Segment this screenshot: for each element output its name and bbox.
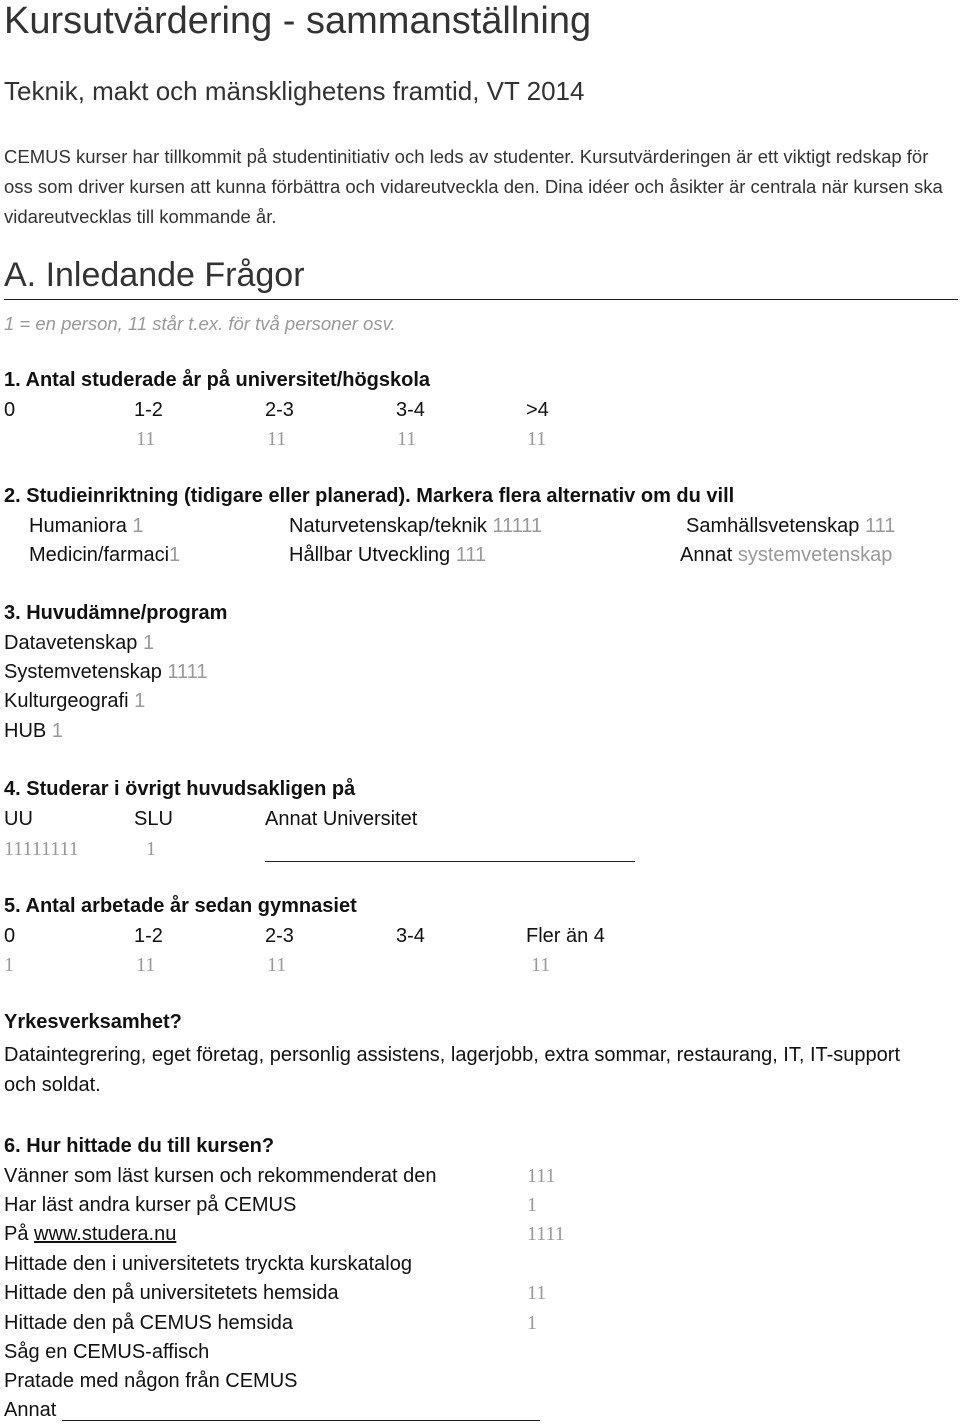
- q4-question: 4. Studerar i övrigt huvudsakligen på: [4, 778, 356, 800]
- q6-item-label: Pratade med någon från CEMUS: [4, 1370, 298, 1392]
- q6-item-tally: 1111: [527, 1223, 565, 1245]
- q2-item-label: Naturvetenskap/teknik: [289, 515, 487, 537]
- q1-tally: 11: [136, 428, 156, 450]
- q2-item: [289, 544, 486, 567]
- q5-option: Fler än 4: [526, 925, 605, 947]
- intro-paragraph: CEMUS kurser har tillkommit på studentinitiativ och leds av studenter. Kursutvärderingen är ett viktigt redskap för oss som driver kursen att kunna förbättra och vidareutveckla den. Dina idéer och åsikter är centrala när kursen ska vidareutvecklas till kommande år.: [4, 146, 943, 227]
- q3-item: [4, 632, 154, 655]
- q1-tally: 11: [397, 428, 417, 450]
- q5-tally: 11: [267, 954, 287, 976]
- q3-item: [4, 690, 145, 713]
- q5-tally: 11: [531, 954, 551, 976]
- q6-item-label: [4, 1223, 176, 1246]
- page-subtitle: Teknik, makt och mänsklighetens framtid, VT 2014: [4, 76, 585, 106]
- q4-option: UU: [4, 808, 33, 830]
- q2-item-label: Hållbar Utveckling: [289, 544, 451, 566]
- q1-option: 0: [4, 399, 16, 421]
- q2-item: [289, 515, 542, 538]
- q3-item-label: Kulturgeografi: [4, 690, 129, 712]
- q6-item-label: Vänner som läst kursen och rekommenderat den: [4, 1165, 437, 1187]
- q2-item-tally: 1: [169, 544, 181, 566]
- work-question: Yrkesverksamhet?: [4, 1011, 182, 1033]
- work-answer: Dataintegrering, eget företag, personlig assistens, lagerjobb, extra sommar, restaurang, IT, IT-support och soldat.: [4, 1044, 901, 1096]
- q2-item: [686, 515, 895, 538]
- q3-item-tally: 1111: [167, 661, 208, 683]
- q2-item-label: Medicin/farmaci: [29, 544, 170, 566]
- q3-item-label: Systemvetenskap: [4, 661, 162, 683]
- q2-item-tally: systemvetenskap: [737, 544, 893, 566]
- q1-question: 1. Antal studerade år på universitet/högskola: [4, 369, 431, 391]
- q2-item-tally: 111: [865, 515, 896, 537]
- q6-item-label: Hittade den på CEMUS hemsida: [4, 1312, 294, 1334]
- section-heading: A. Inledande Frågor: [4, 256, 305, 294]
- q3-item-tally: 1: [142, 632, 155, 654]
- q6-item-label: Hittade den i universitetets tryckta kurskatalog: [4, 1253, 412, 1275]
- q5-question: 5. Antal arbetade år sedan gymnasiet: [4, 895, 357, 917]
- q6-item-label: Har läst andra kurser på CEMUS: [4, 1194, 297, 1216]
- q5-option: 3-4: [396, 925, 425, 947]
- q6-item-tally: 11: [527, 1282, 547, 1304]
- q6-item-label: Annat: [4, 1399, 57, 1421]
- q2-item-tally: 1: [132, 515, 144, 537]
- q6-item-tally: 111: [527, 1165, 556, 1187]
- q2-item: [29, 515, 144, 538]
- q3-item: [4, 720, 63, 743]
- q6-question: 6. Hur hittade du till kursen?: [4, 1135, 275, 1157]
- q5-option: 2-3: [265, 925, 294, 947]
- section-divider: [4, 299, 958, 300]
- q1-tally: 11: [267, 428, 287, 450]
- q6-item-tally: 1: [527, 1194, 537, 1216]
- q3-item-label: Datavetenskap: [4, 632, 138, 654]
- q6-other-blank: [62, 1420, 540, 1421]
- q2-item-label: Samhällsvetenskap: [686, 515, 860, 537]
- q6-item-label: Hittade den på universitetets hemsida: [4, 1282, 339, 1304]
- q2-item-tally: 11111: [492, 515, 543, 537]
- studera-link[interactable]: www.studera.nu: [34, 1223, 177, 1245]
- q4-option: Annat Universitet: [265, 808, 418, 830]
- q3-item-tally: 1: [51, 720, 63, 742]
- q1-option: >4: [526, 399, 549, 421]
- q6-item-tally: 1: [527, 1312, 537, 1334]
- q4-other-blank: [265, 861, 635, 862]
- q4-tally: 11111111: [4, 838, 79, 860]
- q2-question: 2. Studieinriktning (tidigare eller planerad). Markera flera alternativ om du vill: [4, 485, 735, 507]
- q3-question: 3. Huvudämne/program: [4, 602, 228, 624]
- q5-option: 0: [4, 925, 16, 947]
- q5-tally: 1: [4, 954, 14, 976]
- q3-item: [4, 661, 207, 684]
- q4-tally: 1: [146, 838, 156, 860]
- q6-item-prefix: På: [4, 1223, 35, 1245]
- q5-option: 1-2: [134, 925, 163, 947]
- q2-item-label: Humaniora: [29, 515, 127, 537]
- q2-item: [680, 544, 892, 567]
- section-note: 1 = en person, 11 står t.ex. för två personer osv.: [4, 313, 396, 334]
- q2-item-label: Annat: [680, 544, 733, 566]
- q1-tally: 11: [527, 428, 547, 450]
- q2-item-tally: 111: [455, 544, 487, 566]
- q3-item-tally: 1: [134, 690, 146, 712]
- page-title: Kursutvärdering - sammanställning: [4, 0, 592, 42]
- q4-option: SLU: [134, 808, 173, 830]
- q2-item: [29, 544, 180, 567]
- q1-option: 1-2: [134, 399, 163, 421]
- q5-tally: 11: [136, 954, 156, 976]
- q3-item-label: HUB: [4, 720, 47, 742]
- q1-option: 3-4: [396, 399, 425, 421]
- q6-item-label: Såg en CEMUS-affisch: [4, 1341, 210, 1363]
- q1-option: 2-3: [265, 399, 294, 421]
